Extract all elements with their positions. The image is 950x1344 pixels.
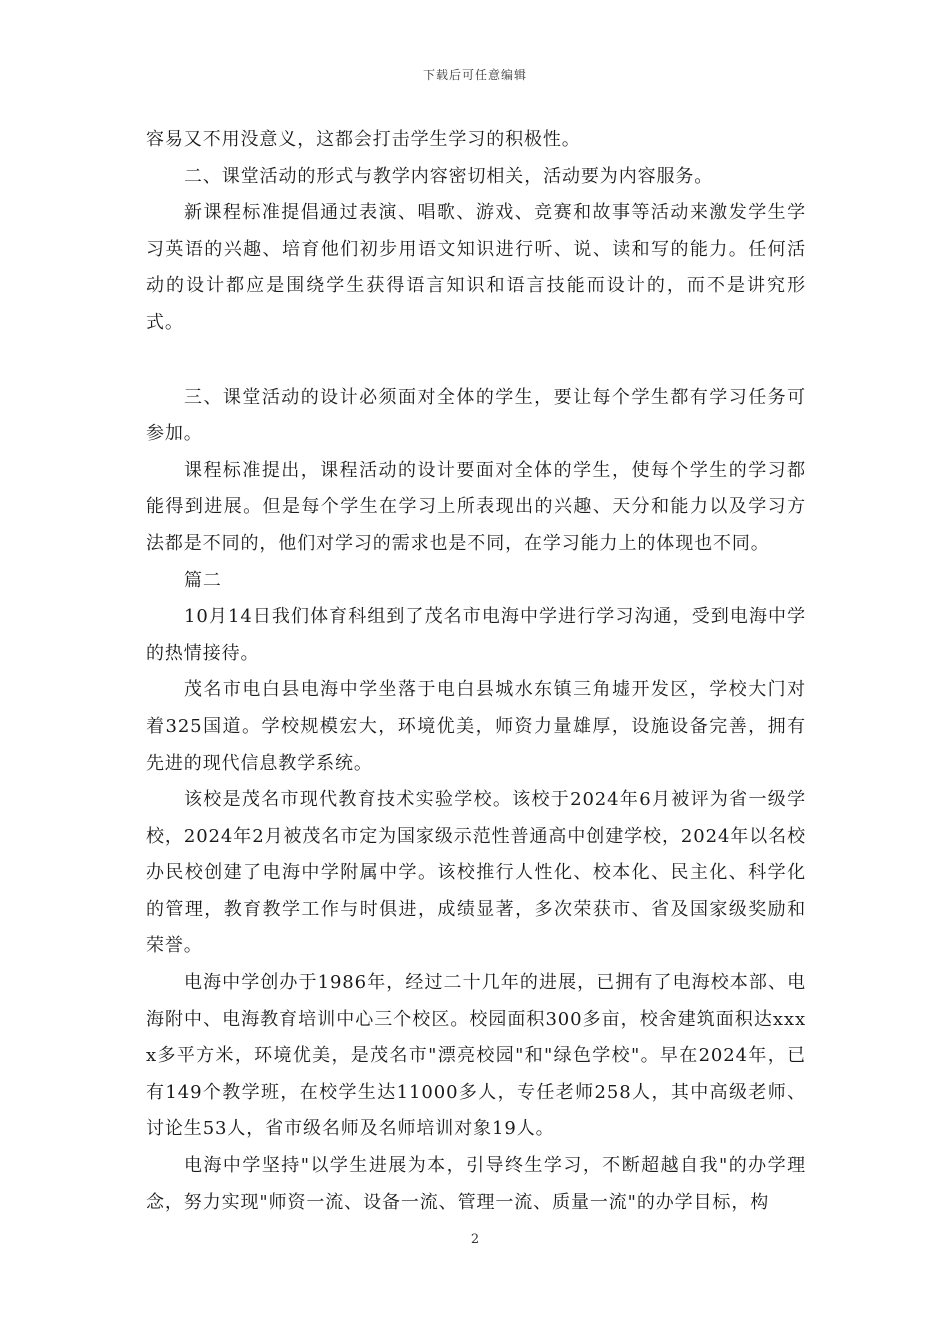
page-header: 下载后可任意编辑 xyxy=(422,68,527,82)
paragraph: 课程标准提出，课程活动的设计要面对全体的学生，使每个学生的学习都能得到进展。但是每个学生在学习上所表现出的兴趣、天分和能力以及学习方法都是不同的，他们对学习的需求也是不同，在学习能力上的体现也不同。 xyxy=(146,459,806,554)
paragraph-gap xyxy=(146,342,806,380)
paragraph: 容易又不用没意义，这都会打击学生学习的积极性。 xyxy=(146,129,581,150)
document-body xyxy=(146,122,806,1221)
chapter-heading: 篇二 xyxy=(184,569,222,591)
paragraph: 电海中学创办于1986年，经过二十几年的进展，已拥有了电海校本部、电海附中、电海教育培训中心三个校区。校园面积300多亩，校舍建筑面积达xxxx多平方米，环境优美，是茂名市"漂亮校园"和"绿色学校"。早在2024年，已有149个教学班，在校学生达11000多人，专任老师258人，其中高级老师、讨论生53人，省市级名师及名师培训对象19人。 xyxy=(146,972,806,1140)
paragraph: 茂名市电白县电海中学坐落于电白县城水东镇三角墟开发区，学校大门对着325国道。学校规模宏大，环境优美，师资力量雄厚，设施设备完善，拥有先进的现代信息教学系统。 xyxy=(146,679,806,774)
paragraph: 10月14日我们体育科组到了茂名市电海中学进行学习沟通，受到电海中学的热情接待。 xyxy=(146,606,806,664)
paragraph: 该校是茂名市现代教育技术实验学校。该校于2024年6月被评为省一级学校，2024年2月被茂名市定为国家级示范性普通高中创建学校，2024年以名校办民校创建了电海中学附属中学。该校推行人性化、校本化、民主化、科学化的管理，教育教学工作与时俱进，成绩显著，多次荣获市、省及国家级奖励和荣誉。 xyxy=(146,789,806,957)
paragraph: 电海中学坚持"以学生进展为本，引导终生学习，不断超越自我"的办学理念，努力实现"师资一流、设备一流、管理一流、质量一流"的办学目标，构 xyxy=(146,1155,806,1213)
paragraph: 新课程标准提倡通过表演、唱歌、游戏、竞赛和故事等活动来激发学生学习英语的兴趣、培育他们初步用语文知识进行听、说、读和写的能力。任何活动的设计都应是围绕学生获得语言知识和语言技能而设计的，而不是讲究形式。 xyxy=(146,202,806,333)
page-number: 2 xyxy=(470,1232,480,1247)
section-heading: 二、课堂活动的形式与教学内容密切相关，活动要为内容服务。 xyxy=(184,165,714,187)
section-heading: 三、课堂活动的设计必须面对全体的学生，要让每个学生都有学习任务可参加。 xyxy=(146,386,806,445)
